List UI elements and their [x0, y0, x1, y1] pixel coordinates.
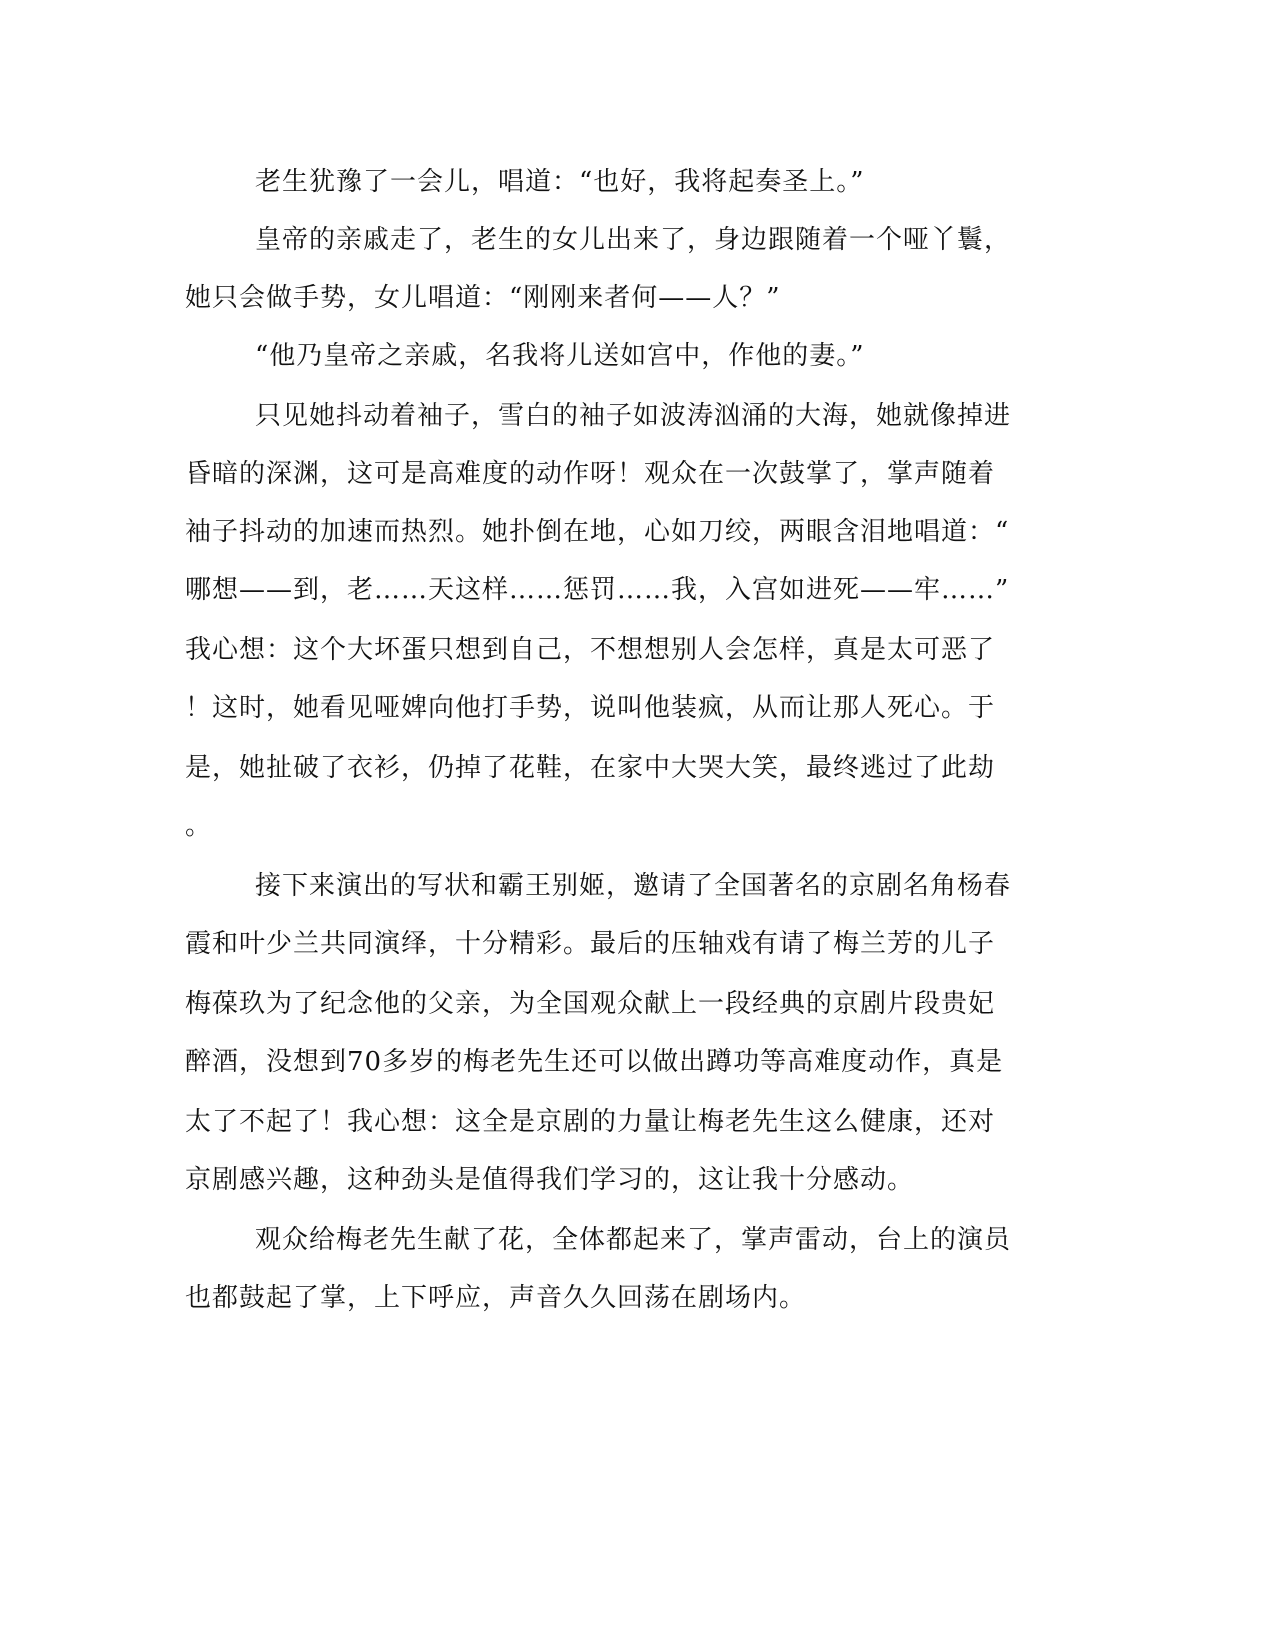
text-line: 我心想：这个大坏蛋只想到自己，不想想别人会怎样，真是太可恶了	[185, 635, 996, 665]
text-line: 皇帝的亲戚走了，老生的女儿出来了，身边跟随着一个哑丫鬟，	[255, 225, 1012, 255]
text-line: 她只会做手势，女儿唱道：“刚刚来者何——人？”	[185, 283, 781, 313]
text-line: 昏暗的深渊，这可是高难度的动作呀！观众在一次鼓掌了，掌声随着	[185, 459, 996, 489]
text-line: 袖子抖动的加速而热烈。她扑倒在地，心如刀绞，两眼含泪地唱道：“	[185, 517, 1010, 547]
text-line: 太了不起了！我心想：这全是京剧的力量让梅老先生这么健康，还对	[185, 1107, 996, 1137]
text-line: 梅葆玖为了纪念他的父亲，为全国观众献上一段经典的京剧片段贵妃	[185, 989, 996, 1019]
text-line: 也都鼓起了掌，上下呼应，声音久久回荡在剧场内。	[185, 1283, 807, 1313]
text-line: 。	[185, 811, 213, 841]
text-line: 是，她扯破了衣衫，仍掉了花鞋，在家中大哭大笑，最终逃过了此劫	[185, 753, 996, 783]
text-line: 只见她抖动着袖子，雪白的袖子如波涛汹涌的大海，她就像掉进	[255, 401, 1012, 431]
text-line: 接下来演出的写状和霸王别姬，邀请了全国著名的京剧名角杨春	[255, 871, 1012, 901]
text-line: ！这时，她看见哑婢向他打手势，说叫他装疯，从而让那人死心。于	[185, 693, 996, 723]
text-line: “他乃皇帝之亲戚，名我将儿送如宫中，作他的妻。”	[255, 341, 865, 371]
text-line: 哪想——到，老……天这样……惩罚……我，入宫如进死——牢……”	[185, 575, 1010, 605]
text-line: 老生犹豫了一会儿，唱道：“也好，我将起奏圣上。”	[255, 167, 865, 197]
text-line: 霞和叶少兰共同演绎，十分精彩。最后的压轴戏有请了梅兰芳的儿子	[185, 929, 996, 959]
text-line: 醉酒，没想到70多岁的梅老先生还可以做出蹲功等高难度动作，真是	[185, 1047, 1004, 1077]
text-line: 观众给梅老先生献了花，全体都起来了，掌声雷动，台上的演员	[255, 1225, 1012, 1255]
text-line: 京剧感兴趣，这种劲头是值得我们学习的，这让我十分感动。	[185, 1165, 915, 1195]
